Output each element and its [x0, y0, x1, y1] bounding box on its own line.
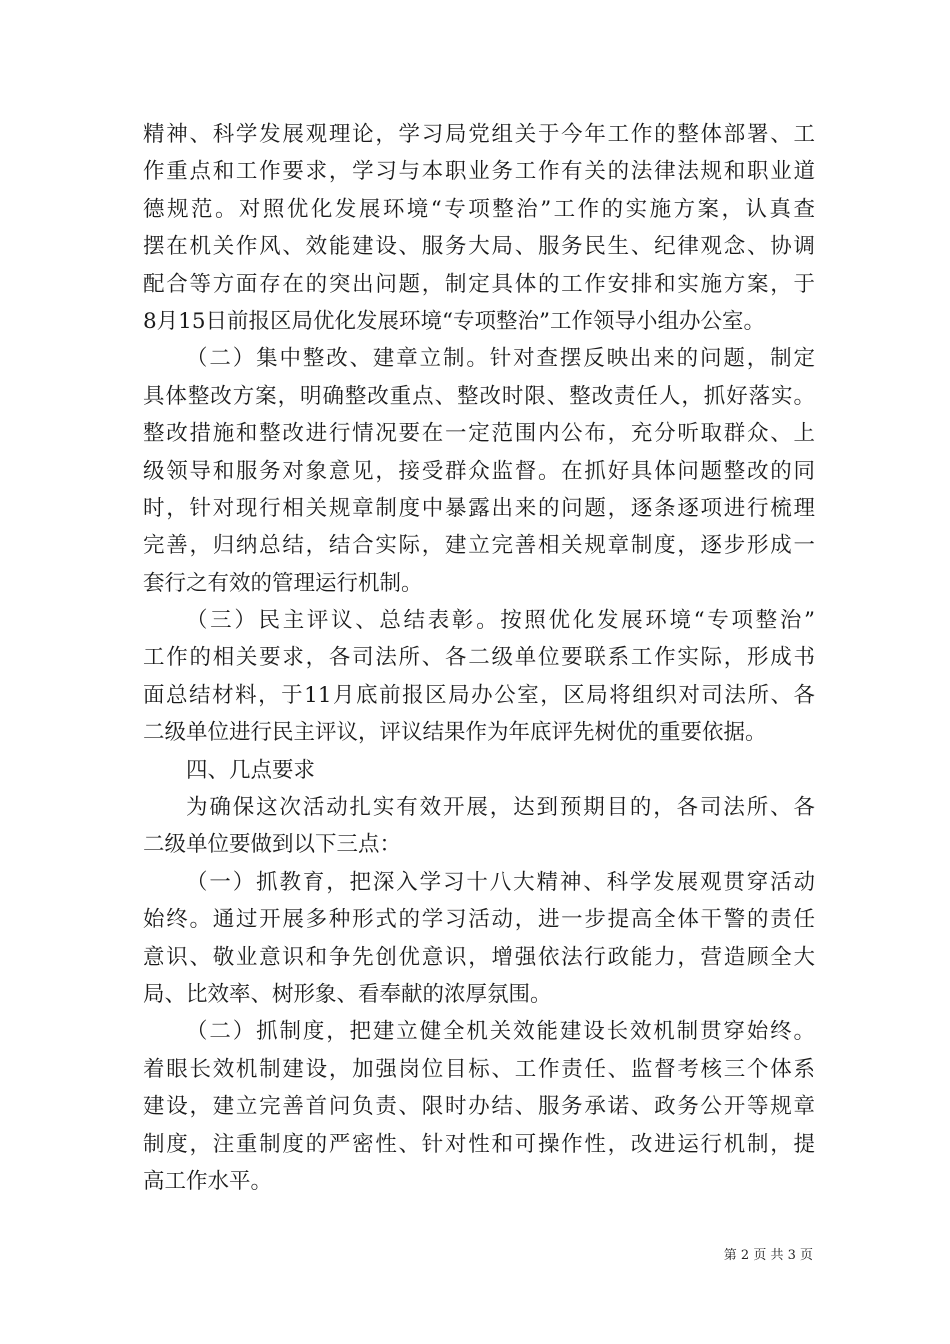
text-line: 二级单位要做到以下三点：: [143, 832, 402, 858]
text-line: 8月15日前报区局优化发展环境“专项整治”工作领导小组办公室。: [143, 308, 766, 334]
text-line: 时，针对现行相关规章制度中暴露出来的问题，逐条逐项进行梳理: [143, 495, 815, 521]
text-line: 始终。通过开展多种形式的学习活动，进一步提高全体干警的责任: [143, 907, 815, 933]
text-line: 作重点和工作要求，学习与本职业务工作有关的法律法规和职业道: [143, 159, 815, 185]
text-line: 精神、科学发展观理论，学习局党组关于今年工作的整体部署、工: [143, 122, 815, 147]
text-line: 整改措施和整改进行情况要在一定范围内公布，充分听取群众、上: [143, 421, 815, 447]
text-line: 面总结材料，于11月底前报区局办公室，区局将组织对司法所、各: [143, 682, 815, 708]
text-line: 配合等方面存在的突出问题，制定具体的工作安排和实施方案，于: [143, 271, 815, 297]
text-line: 套行之有效的管理运行机制。: [143, 570, 423, 596]
document-body: [143, 116, 815, 1200]
text-line: 意识、敬业意识和争先创优意识，增强依法行政能力，营造顾全大: [143, 944, 815, 970]
text-line: 着眼长效机制建设，加强岗位目标、工作责任、监督考核三个体系: [143, 1056, 815, 1082]
text-line: 制度，注重制度的严密性、针对性和可操作性，改进运行机制，提: [143, 1131, 815, 1157]
text-line: 德规范。对照优化发展环境“专项整治”工作的实施方案，认真查: [143, 196, 815, 222]
text-line: 摆在机关作风、效能建设、服务大局、服务民生、纪律观念、协调: [143, 234, 815, 260]
text-line: （二）抓制度，把建立健全机关效能建设长效机制贯穿始终。: [186, 1019, 815, 1045]
text-line: 级领导和服务对象意见，接受群众监督。在抓好具体问题整改的同: [143, 458, 815, 484]
text-line: 局、比效率、树形象、看奉献的浓厚氛围。: [143, 981, 552, 1007]
text-line: 建设，建立完善首问负责、限时办结、服务承诺、政务公开等规章: [143, 1094, 815, 1120]
text-line: 高工作水平。: [143, 1168, 273, 1194]
page-number: 第 2 页 共 3 页: [723, 1248, 813, 1263]
section-heading: 四、几点要求: [186, 757, 316, 783]
text-line: 二级单位进行民主评议，评议结果作为年底评先树优的重要依据。: [143, 720, 767, 746]
text-line: 具体整改方案，明确整改重点、整改时限、整改责任人，抓好落实。: [143, 383, 815, 409]
text-line: 为确保这次活动扎实有效开展，达到预期目的，各司法所、各: [186, 795, 815, 821]
text-line: （三）民主评议、总结表彰。按照优化发展环境“专项整治”: [186, 608, 815, 634]
text-line: （二）集中整改、建章立制。针对查摆反映出来的问题，制定: [186, 346, 815, 372]
text-line: 工作的相关要求，各司法所、各二级单位要联系工作实际，形成书: [143, 645, 815, 671]
text-line: （一）抓教育，把深入学习十八大精神、科学发展观贯穿活动: [186, 869, 815, 895]
text-line: 完善，归纳总结，结合实际，建立完善相关规章制度，逐步形成一: [143, 533, 815, 559]
